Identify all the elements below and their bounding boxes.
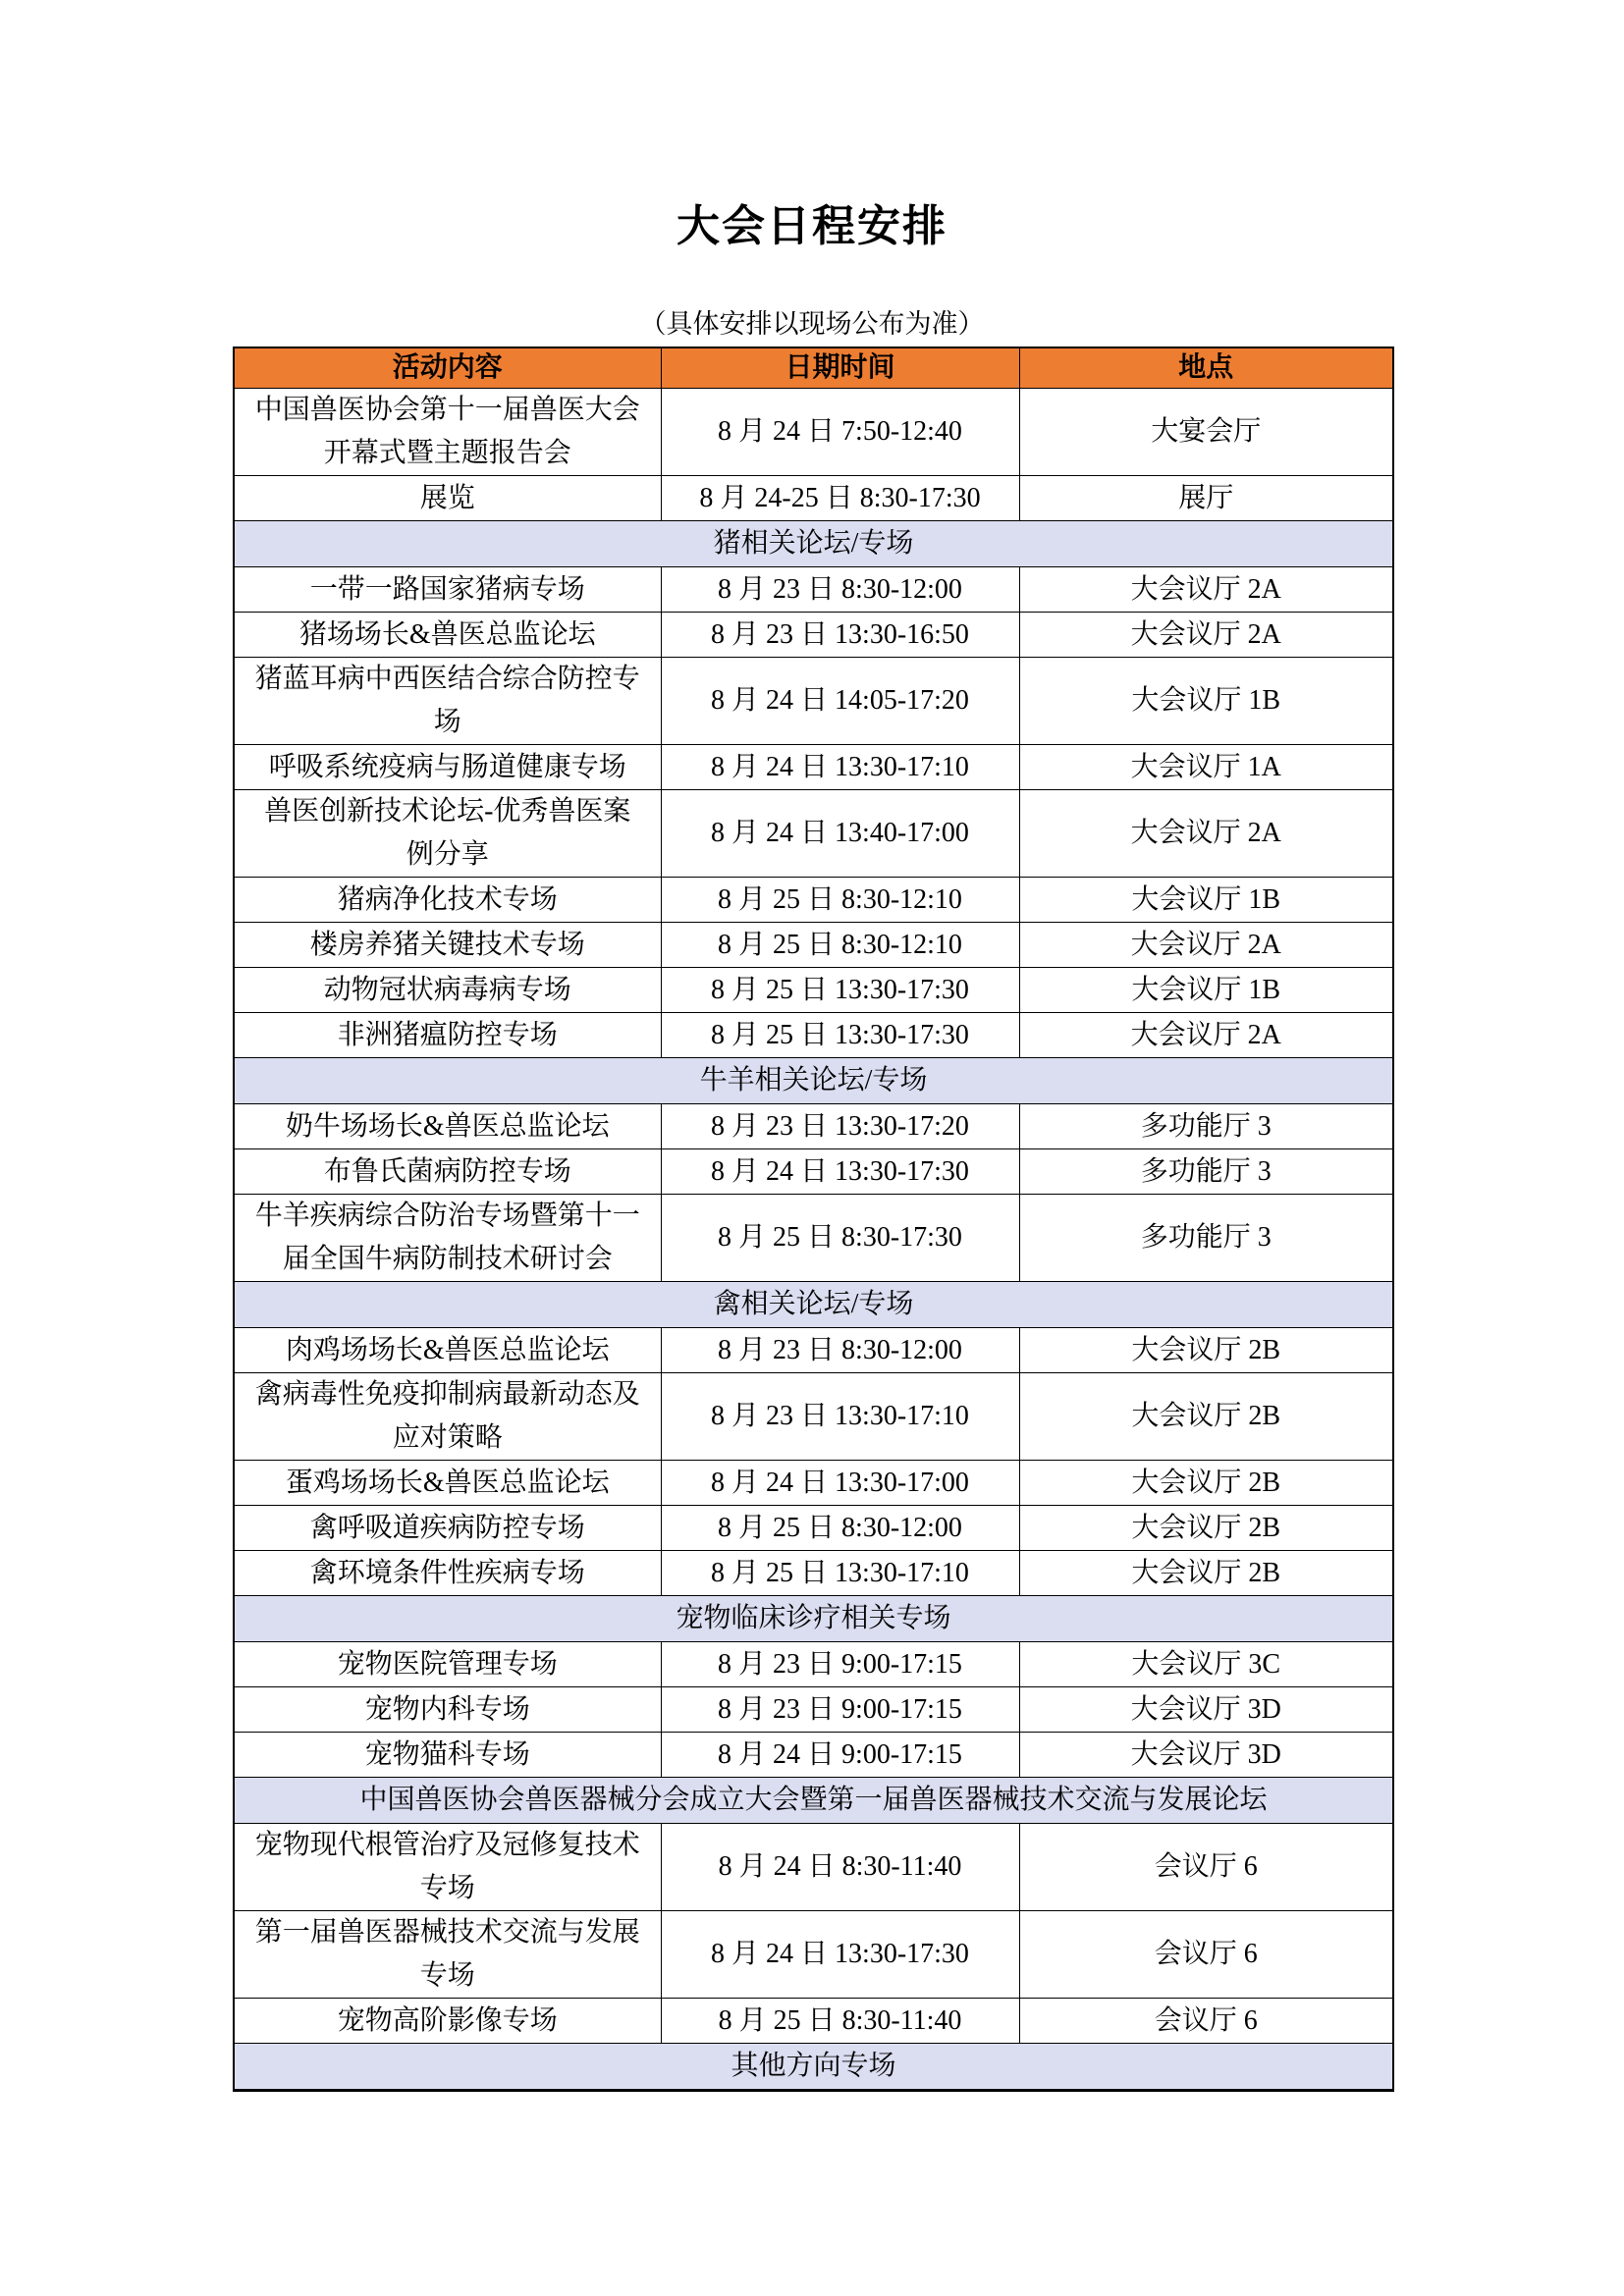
location-cell: 大会议厅 2A — [1019, 923, 1393, 968]
table-row — [234, 613, 1393, 658]
datetime-cell: 8 月 24 日 7:50-12:40 — [661, 389, 1019, 476]
column-header-location: 地点 — [1019, 347, 1393, 389]
table-row — [234, 1461, 1393, 1506]
location-cell: 大会议厅 3C — [1019, 1642, 1393, 1687]
activity-cell: 禽呼吸道疾病防控专场 — [234, 1506, 661, 1551]
section-label: 中国兽医协会兽医器械分会成立大会暨第一届兽医器械技术交流与发展论坛 — [234, 1778, 1393, 1824]
activity-cell: 中国兽医协会第十一届兽医大会开幕式暨主题报告会 — [234, 389, 661, 476]
location-cell: 展厅 — [1019, 476, 1393, 521]
datetime-cell: 8 月 23 日 9:00-17:15 — [661, 1687, 1019, 1733]
datetime-cell: 8 月 23 日 13:30-17:10 — [661, 1373, 1019, 1461]
location-cell: 大会议厅 1B — [1019, 968, 1393, 1013]
datetime-cell: 8 月 25 日 8:30-17:30 — [661, 1195, 1019, 1282]
table-row — [234, 1373, 1393, 1461]
section-label: 其他方向专场 — [234, 2044, 1393, 2091]
location-cell: 大会议厅 2B — [1019, 1328, 1393, 1373]
table-row — [234, 1195, 1393, 1282]
datetime-cell: 8 月 24 日 14:05-17:20 — [661, 658, 1019, 745]
activity-cell: 楼房养猪关键技术专场 — [234, 923, 661, 968]
table-row — [234, 567, 1393, 613]
activity-cell: 宠物医院管理专场 — [234, 1642, 661, 1687]
location-cell: 会议厅 6 — [1019, 1911, 1393, 1999]
section-row — [234, 521, 1393, 567]
datetime-cell: 8 月 23 日 13:30-16:50 — [661, 613, 1019, 658]
table-row — [234, 1642, 1393, 1687]
datetime-cell: 8 月 25 日 8:30-12:10 — [661, 923, 1019, 968]
location-cell: 大会议厅 3D — [1019, 1687, 1393, 1733]
table-row — [234, 1999, 1393, 2044]
table-row — [234, 1687, 1393, 1733]
datetime-cell: 8 月 23 日 13:30-17:20 — [661, 1104, 1019, 1149]
location-cell: 大会议厅 2A — [1019, 613, 1393, 658]
datetime-cell: 8 月 25 日 13:30-17:10 — [661, 1551, 1019, 1596]
schedule-table-header — [234, 347, 1393, 389]
location-cell: 大会议厅 2A — [1019, 1013, 1393, 1058]
location-cell: 会议厅 6 — [1019, 1999, 1393, 2044]
datetime-cell: 8 月 25 日 8:30-12:00 — [661, 1506, 1019, 1551]
section-row — [234, 2044, 1393, 2091]
location-cell: 大会议厅 1B — [1019, 658, 1393, 745]
activity-cell: 猪场场长&兽医总监论坛 — [234, 613, 661, 658]
table-row — [234, 1733, 1393, 1778]
table-row — [234, 1328, 1393, 1373]
location-cell: 大会议厅 2A — [1019, 567, 1393, 613]
datetime-cell: 8 月 24 日 13:30-17:30 — [661, 1149, 1019, 1195]
activity-cell: 一带一路国家猪病专场 — [234, 567, 661, 613]
activity-cell: 宠物现代根管治疗及冠修复技术专场 — [234, 1824, 661, 1911]
activity-cell: 禽环境条件性疾病专场 — [234, 1551, 661, 1596]
table-row — [234, 790, 1393, 878]
activity-cell: 动物冠状病毒病专场 — [234, 968, 661, 1013]
activity-cell: 猪病净化技术专场 — [234, 878, 661, 923]
activity-cell: 禽病毒性免疫抑制病最新动态及应对策略 — [234, 1373, 661, 1461]
location-cell: 多功能厅 3 — [1019, 1195, 1393, 1282]
activity-cell: 呼吸系统疫病与肠道健康专场 — [234, 745, 661, 790]
location-cell: 大会议厅 3D — [1019, 1733, 1393, 1778]
datetime-cell: 8 月 24 日 13:30-17:30 — [661, 1911, 1019, 1999]
datetime-cell: 8 月 25 日 13:30-17:30 — [661, 1013, 1019, 1058]
schedule-table — [233, 347, 1394, 2092]
location-cell: 大宴会厅 — [1019, 389, 1393, 476]
location-cell: 多功能厅 3 — [1019, 1104, 1393, 1149]
table-row — [234, 1911, 1393, 1999]
section-row — [234, 1282, 1393, 1328]
location-cell: 大会议厅 1A — [1019, 745, 1393, 790]
activity-cell: 非洲猪瘟防控专场 — [234, 1013, 661, 1058]
table-row — [234, 1013, 1393, 1058]
activity-cell: 猪蓝耳病中西医结合综合防控专场 — [234, 658, 661, 745]
table-row — [234, 878, 1393, 923]
datetime-cell: 8 月 24 日 9:00-17:15 — [661, 1733, 1019, 1778]
table-row — [234, 476, 1393, 521]
activity-cell: 兽医创新技术论坛-优秀兽医案例分享 — [234, 790, 661, 878]
table-row — [234, 1149, 1393, 1195]
activity-cell: 第一届兽医器械技术交流与发展专场 — [234, 1911, 661, 1999]
location-cell: 大会议厅 2B — [1019, 1551, 1393, 1596]
header-row — [234, 347, 1393, 389]
datetime-cell: 8 月 24 日 13:40-17:00 — [661, 790, 1019, 878]
section-label: 宠物临床诊疗相关专场 — [234, 1596, 1393, 1642]
activity-cell: 宠物高阶影像专场 — [234, 1999, 661, 2044]
location-cell: 大会议厅 2B — [1019, 1373, 1393, 1461]
page-title: 大会日程安排 — [677, 202, 947, 250]
section-row — [234, 1058, 1393, 1104]
section-label: 牛羊相关论坛/专场 — [234, 1058, 1393, 1104]
section-row — [234, 1596, 1393, 1642]
location-cell: 大会议厅 2B — [1019, 1506, 1393, 1551]
table-row — [234, 745, 1393, 790]
activity-cell: 宠物内科专场 — [234, 1687, 661, 1733]
table-row — [234, 1551, 1393, 1596]
activity-cell: 宠物猫科专场 — [234, 1733, 661, 1778]
location-cell: 大会议厅 2B — [1019, 1461, 1393, 1506]
location-cell: 大会议厅 2A — [1019, 790, 1393, 878]
section-label: 禽相关论坛/专场 — [234, 1282, 1393, 1328]
datetime-cell: 8 月 25 日 8:30-11:40 — [661, 1999, 1019, 2044]
table-row — [234, 923, 1393, 968]
section-row — [234, 1778, 1393, 1824]
location-cell: 大会议厅 1B — [1019, 878, 1393, 923]
column-header-datetime: 日期时间 — [661, 347, 1019, 389]
datetime-cell: 8 月 24 日 13:30-17:00 — [661, 1461, 1019, 1506]
table-row — [234, 1824, 1393, 1911]
table-row — [234, 1104, 1393, 1149]
location-cell: 会议厅 6 — [1019, 1824, 1393, 1911]
datetime-cell: 8 月 23 日 8:30-12:00 — [661, 1328, 1019, 1373]
datetime-cell: 8 月 24 日 13:30-17:10 — [661, 745, 1019, 790]
datetime-cell: 8 月 23 日 8:30-12:00 — [661, 567, 1019, 613]
table-row — [234, 1506, 1393, 1551]
activity-cell: 肉鸡场场长&兽医总监论坛 — [234, 1328, 661, 1373]
datetime-cell: 8 月 24-25 日 8:30-17:30 — [661, 476, 1019, 521]
table-row — [234, 389, 1393, 476]
page-subtitle: （具体安排以现场公布为准） — [639, 309, 985, 339]
table-row — [234, 658, 1393, 745]
datetime-cell: 8 月 23 日 9:00-17:15 — [661, 1642, 1019, 1687]
column-header-activity: 活动内容 — [234, 347, 661, 389]
activity-cell: 展览 — [234, 476, 661, 521]
location-cell: 多功能厅 3 — [1019, 1149, 1393, 1195]
datetime-cell: 8 月 25 日 13:30-17:30 — [661, 968, 1019, 1013]
section-label: 猪相关论坛/专场 — [234, 521, 1393, 567]
table-row — [234, 968, 1393, 1013]
activity-cell: 蛋鸡场场长&兽医总监论坛 — [234, 1461, 661, 1506]
datetime-cell: 8 月 24 日 8:30-11:40 — [661, 1824, 1019, 1911]
activity-cell: 奶牛场场长&兽医总监论坛 — [234, 1104, 661, 1149]
schedule-table-body — [234, 389, 1393, 2091]
activity-cell: 牛羊疾病综合防治专场暨第十一届全国牛病防制技术研讨会 — [234, 1195, 661, 1282]
datetime-cell: 8 月 25 日 8:30-12:10 — [661, 878, 1019, 923]
activity-cell: 布鲁氏菌病防控专场 — [234, 1149, 661, 1195]
